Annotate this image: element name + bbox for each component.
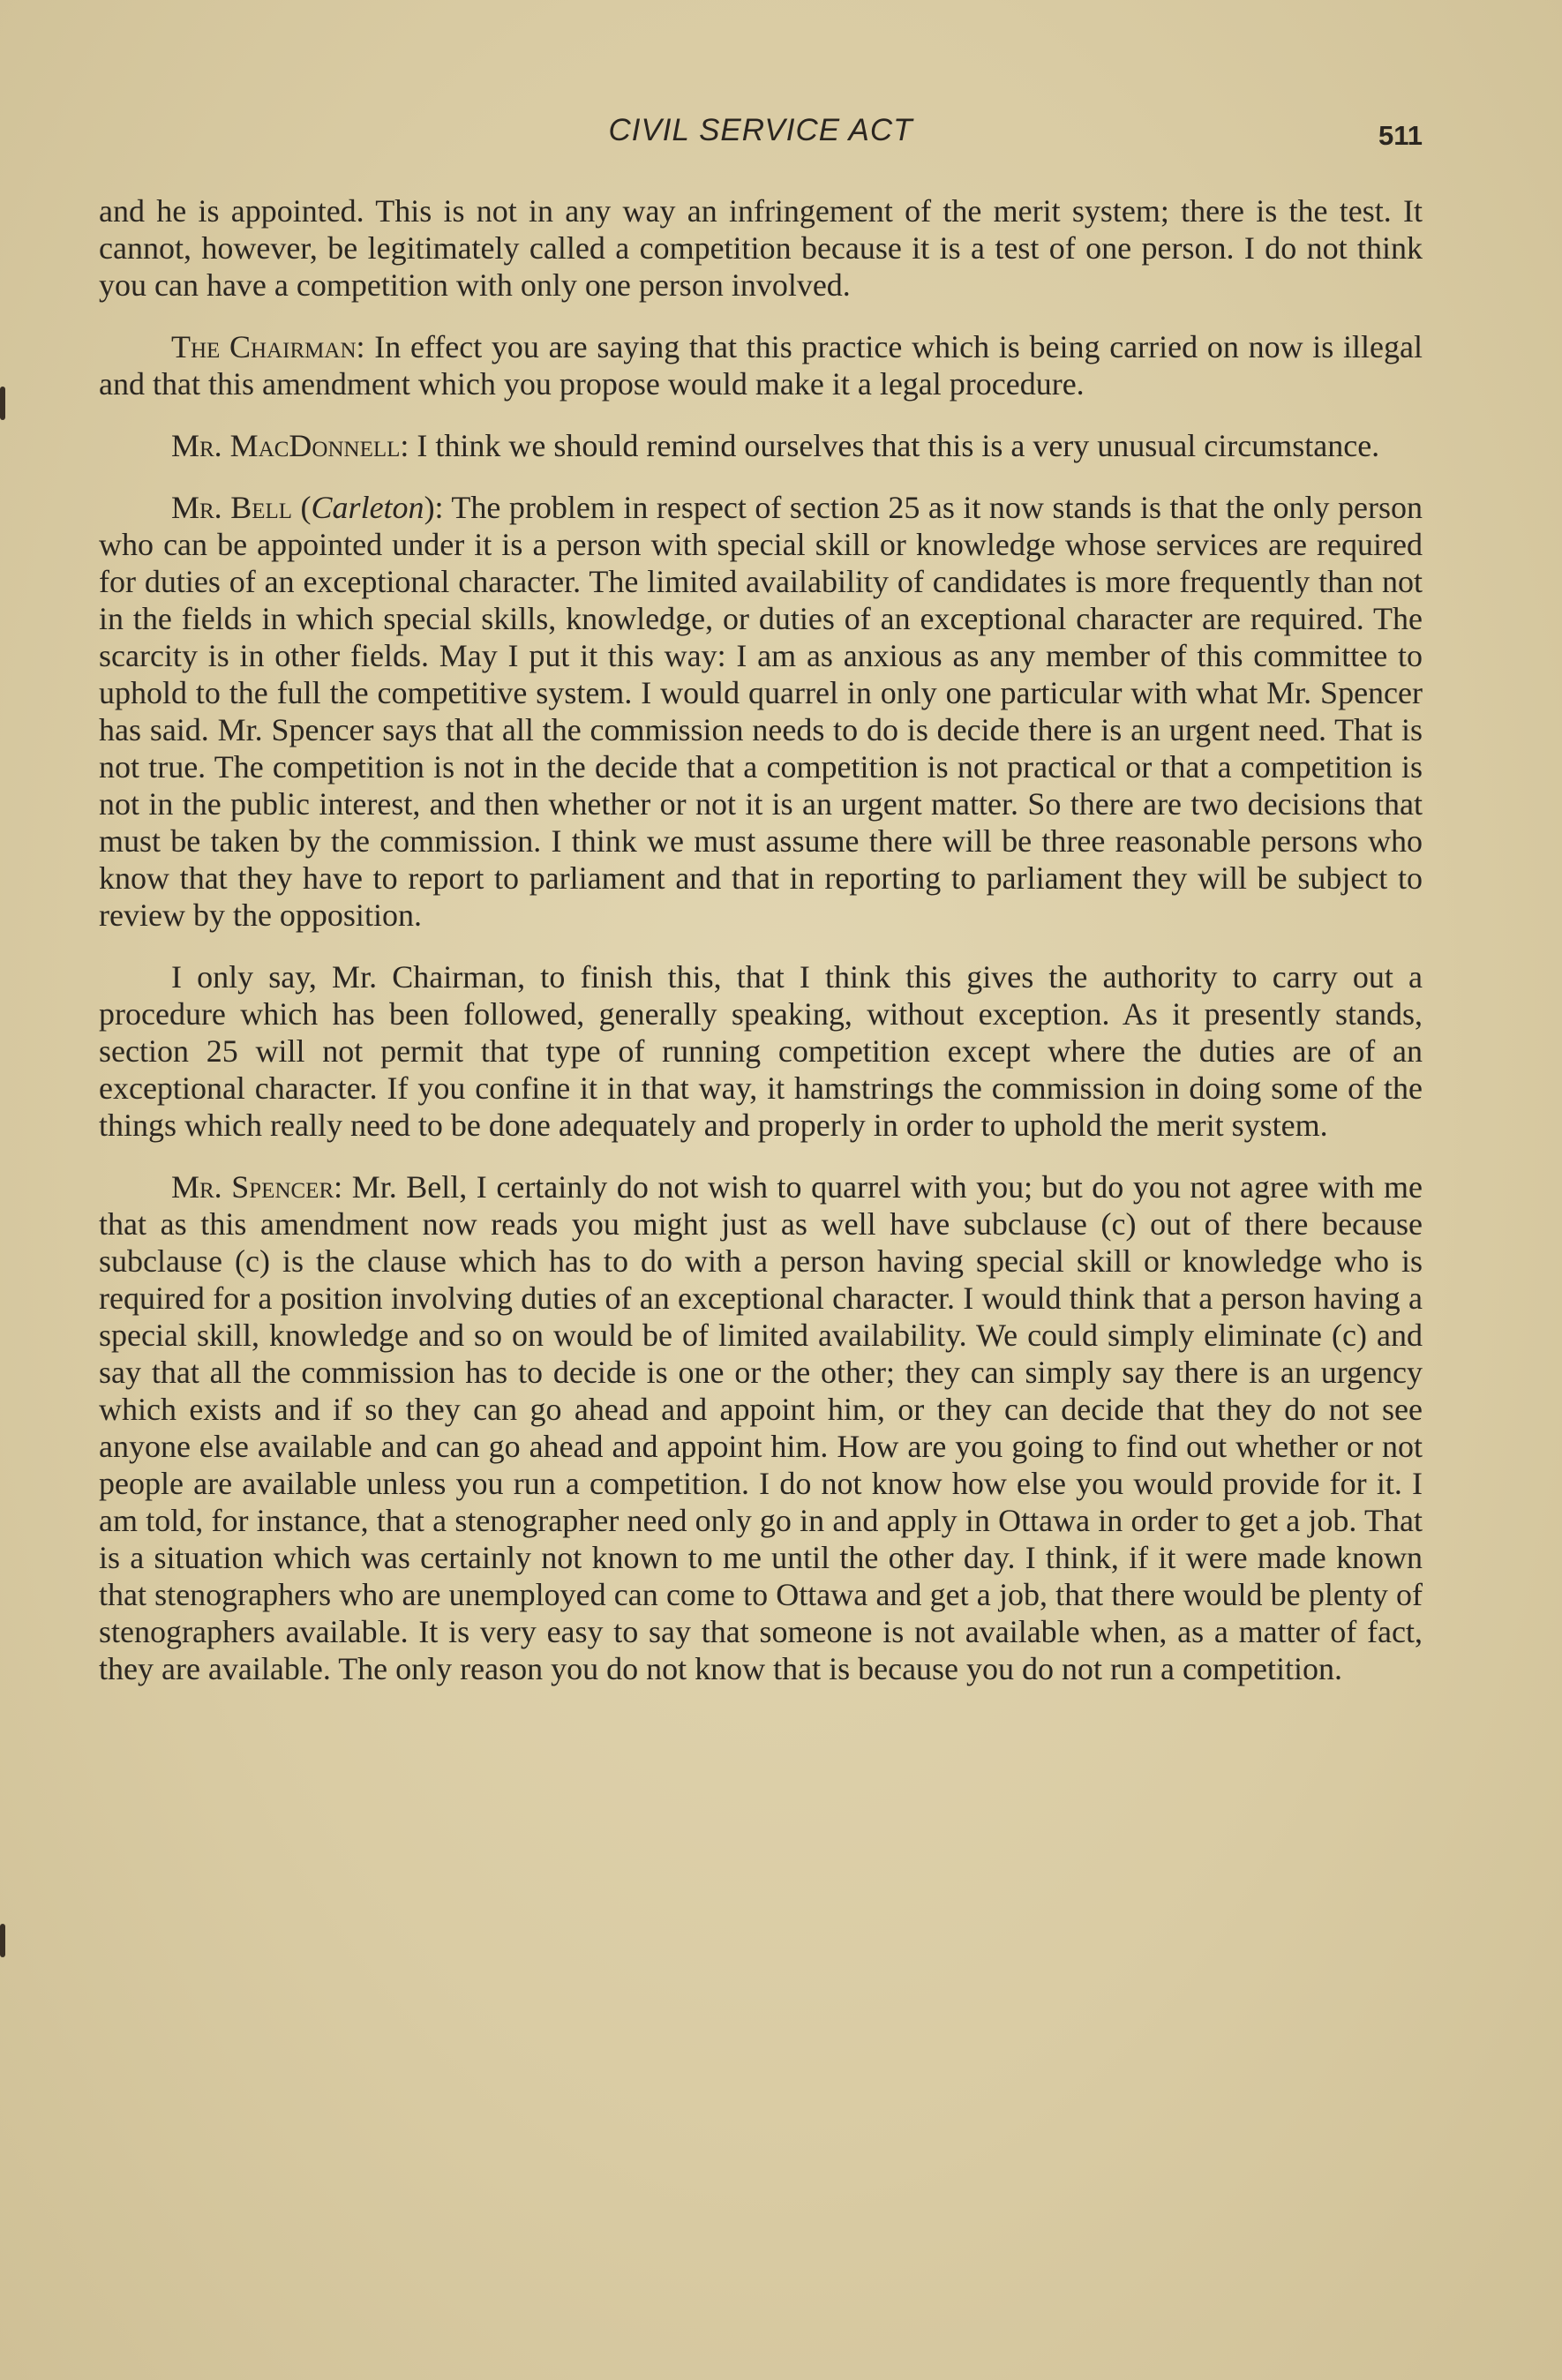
page-number: 511	[1378, 120, 1423, 151]
speaker-name: Mr. MacDonnell	[171, 428, 401, 463]
paragraph-text: and he is appointed. This is not in any way an infringement of the merit system; there is the test. It cannot, however, be legitimately called a competition because it is a test of one person. I do not think you can have a competition with only one person involved.	[99, 193, 1423, 303]
speaker-name: Mr. Spencer	[171, 1169, 334, 1205]
page-header	[99, 113, 1423, 166]
paragraph-text: I only say, Mr. Chairman, to finish this, that I think this gives the authority to carry out a procedure which has been followed, generally speaking, without exception. As it presently stands, section 25 will not permit that type of running competition except where the duties are of an exceptional character. If you confine it in that way, it hamstrings the commission in doing some of the things which really need to be done adequately and properly in order to uphold the merit system.	[99, 959, 1423, 1143]
paragraph-bell-continued	[99, 958, 1423, 1144]
speaker-name: The Chairman	[171, 329, 357, 364]
running-head: CIVIL SERVICE ACT	[608, 113, 913, 147]
paragraph-text: The problem in respect of section 25 as it now stands is that the only person who can be appointed under it is a person with special skill or knowledge whose services are required for duties of an exceptional character. The limited availability of candidates is more frequently than not in the fields in which special skills, knowledge, or duties of an exceptional character are required. The scarcity is in other fields. May I put it this way: I am as anxious as any member of this committee to uphold to the full the competitive system. I would quarrel in only one particular with what Mr. Spencer has said. Mr. Spencer says that all the commission needs to do is decide there is an urgent need. That is not true. The competition is not in the decide that a competition is not practical or that a competition is not in the public interest, and then whether or not it is an urgent matter. So there are two decisions that must be taken by the commission. I think we must assume there will be three reasonable persons who know that they have to report to parliament and that in reporting to parliament they will be subject to review by the opposition.	[99, 490, 1423, 933]
paragraph-chairman: The Chairman: In effect you are saying that this practice which is being carried on now is illegal and that this amendment which you propose would make it a legal procedure.	[99, 329, 1423, 402]
binding-mark-top	[0, 387, 5, 420]
body-text	[99, 192, 1423, 1712]
paragraph-continuation	[99, 192, 1423, 304]
paragraph-text: I think we should remind ourselves that this is a very unusual circumstance.	[417, 428, 1380, 463]
speaker-riding: Carleton	[311, 490, 424, 525]
paragraph-bell: Mr. Bell (Carleton): The problem in respect of section 25 as it now stands is that the only person who can be appointed under it is a person with special skill or knowledge whose services are required for duties of an exceptional character. The limited availability of candidates is more frequently than not in the fields in which special skills, knowledge, or duties of an exceptional character are required. The scarcity is in other fields. May I put it this way: I am as anxious as any member of this committee to uphold to the full the competitive system. I would quarrel in only one particular with what Mr. Spencer has said. Mr. Spencer says that all the commission needs to do is decide there is an urgent need. That is not true. The competition is not in the decide that a competition is not practical or that a competition is not in the public interest, and then whether or not it is an urgent matter. So there are two decisions that must be taken by the commission. I think we must assume there will be three reasonable persons who know that they have to report to parliament and that in reporting to parliament they will be subject to review by the opposition.	[99, 490, 1423, 933]
paragraph-macdonnell: Mr. MacDonnell: I think we should remind ourselves that this is a very unusual circumstance.	[171, 428, 1380, 463]
binding-mark-bottom	[0, 1924, 5, 1957]
speaker-name: Mr. Bell	[171, 490, 293, 525]
paragraph-text: In effect you are saying that this practice which is being carried on now is illegal and that this amendment which you propose would make it a legal procedure.	[99, 329, 1423, 402]
paragraph-spencer: Mr. Spencer: Mr. Bell, I certainly do not wish to quarrel with you; but do you not agree with me that as this amendment now reads you might just as well have subclause (c) out of there because subclause (c) is the clause which has to do with a person having special skill or knowledge who is required for a position involving duties of an exceptional character. I would think that a person having a special skill, knowledge and so on would be of limited availability. We could simply eliminate (c) and say that all the commission has to decide is one or the other; they can simply say there is an urgency which exists and if so they can go ahead and appoint him, or they can decide that they do not see anyone else available and can go ahead and appoint him. How are you going to find out whether or not people are available unless you run a competition. I do not know how else you would provide for it. I am told, for instance, that a stenographer need only go in and apply in Ottawa in order to get a job. That is a situation which was certainly not known to me until the other day. I think, if it were made known that stenographers who are unemployed can come to Ottawa and get a job, that there would be plenty of stenographers available. It is very easy to say that someone is not available when, as a matter of fact, they are available. The only reason you do not know that is because you do not run a competition.	[99, 1169, 1423, 1686]
paragraph-text: Mr. Bell, I certainly do not wish to quarrel with you; but do you not agree with me that as this amendment now reads you might just as well have subclause (c) out of there because subclause (c) is the clause which has to do with a person having special skill or knowledge who is required for a position involving duties of an exceptional character. I would think that a person having a special skill, knowledge and so on would be of limited availability. We could simply eliminate (c) and say that all the commission has to decide is one or the other; they can simply say there is an urgency which exists and if so they can go ahead and appoint him, or they can decide that they do not see anyone else available and can go ahead and appoint him. How are you going to find out whether or not people are available unless you run a competition. I do not know how else you would provide for it. I am told, for instance, that a stenographer need only go in and apply in Ottawa in order to get a job. That is a situation which was certainly not known to me until the other day. I think, if it were made known that stenographers who are unemployed can come to Ottawa and get a job, that there would be plenty of stenographers available. It is very easy to say that someone is not available when, as a matter of fact, they are available. The only reason you do not know that is because you do not run a competition.	[99, 1169, 1423, 1686]
